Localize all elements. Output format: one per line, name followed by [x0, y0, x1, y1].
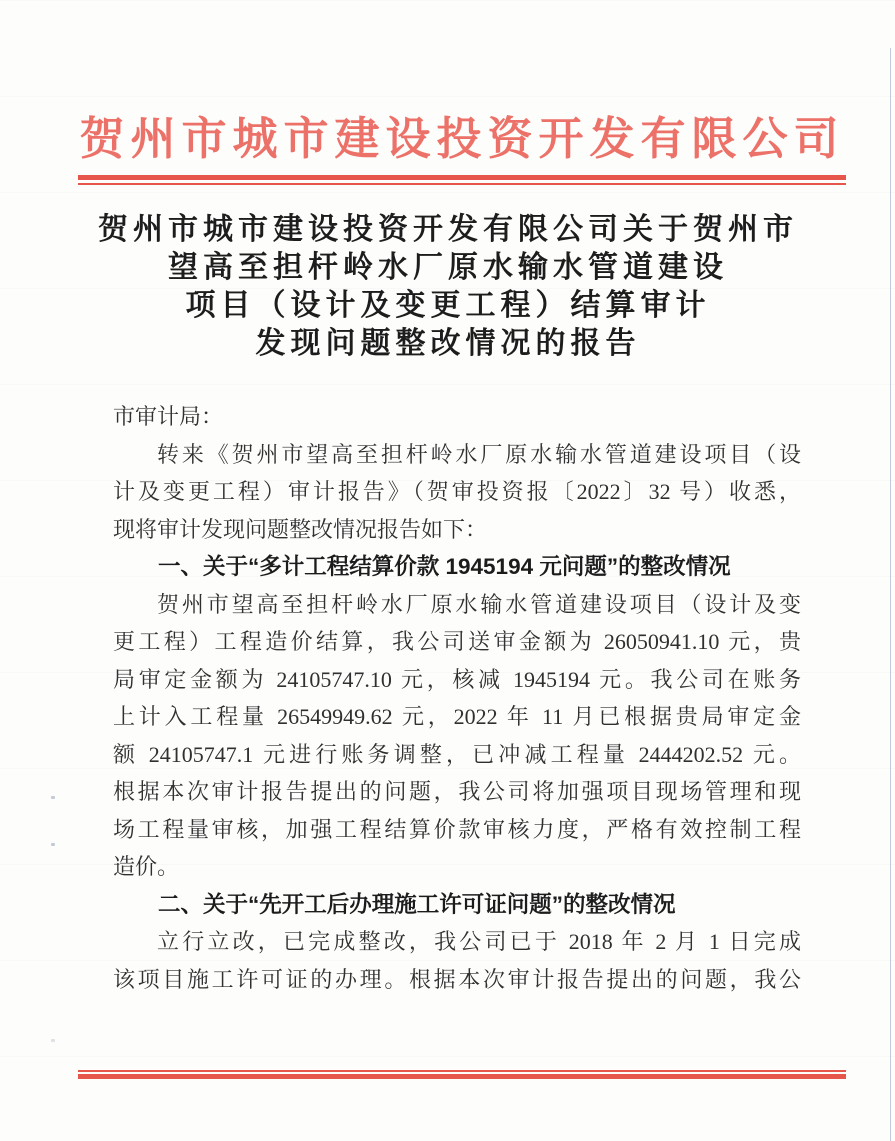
body-line: 现将审计发现问题整改情况报告如下： — [113, 516, 488, 542]
letterhead-company-name: 贺州市城市建设投资开发有限公司 — [79, 114, 845, 164]
body-line: 计及变更工程）审计报告》（贺审投资报〔2022〕32 号）收悉， — [113, 479, 801, 504]
body-line: 该项目施工许可证的办理。根据本次审计报告提出的问题，我公 — [113, 966, 801, 992]
body-line: 转来《贺州市望高至担杆岭水厂原水输水管道建设项目（设 — [157, 441, 801, 467]
section-heading-2: 二、关于“先开工后办理施工许可证问题”的整改情况 — [158, 891, 676, 917]
body-line: 贺州市望高至担杆岭水厂原水输水管道建设项目（设计及变 — [157, 591, 801, 617]
document-title-line-2: 望高至担杆岭水厂原水输水管道建设 — [168, 251, 728, 284]
body-line: 根据本次审计报告提出的问题，我公司将加强项目现场管理和现 — [113, 779, 801, 804]
section-heading-1: 一、关于“多计工程结算价款 1945194 元问题”的整改情况 — [158, 554, 731, 579]
body-line: 更工程）工程造价结算，我公司送审金额为 26050941.10 元，贵 — [113, 629, 801, 654]
body-line: 立行立改，已完成整改，我公司已于 2018 年 2 月 1 日完成 — [157, 929, 801, 954]
body-line: 场工程量审核，加强工程结算价款审核力度，严格有效控制工程 — [113, 816, 801, 842]
footer-rule-thick — [78, 1074, 846, 1079]
footer-rule-thin — [78, 1070, 846, 1072]
header-rule-thin — [78, 183, 846, 185]
salutation-line: 市审计局： — [113, 404, 224, 429]
scan-speck — [51, 1039, 55, 1042]
body-line: 局审定金额为 24105747.10 元，核减 1945194 元。我公司在账务 — [113, 666, 801, 692]
header-rule-thick — [78, 175, 846, 180]
scan-speck — [51, 796, 55, 799]
document-title — [48, 211, 848, 363]
scan-edge-artifact — [890, 48, 892, 1141]
document-title-line-3: 项目（设计及变更工程）结算审计 — [185, 289, 711, 322]
scan-speck — [51, 843, 55, 846]
document-title-line-4: 发现问题整改情况的报告 — [255, 327, 641, 360]
body-line: 上计入工程量 26549949.62 元，2022 年 11 月已根据贵局审定金 — [113, 704, 801, 729]
body-line: 额 24105747.1 元进行账务调整，已冲减工程量 2444202.52 元。 — [113, 741, 801, 767]
body-line: 造价。 — [113, 854, 180, 879]
document-body — [113, 398, 801, 998]
document-title-line-1: 贺州市城市建设投资开发有限公司关于贺州市 — [98, 213, 798, 246]
